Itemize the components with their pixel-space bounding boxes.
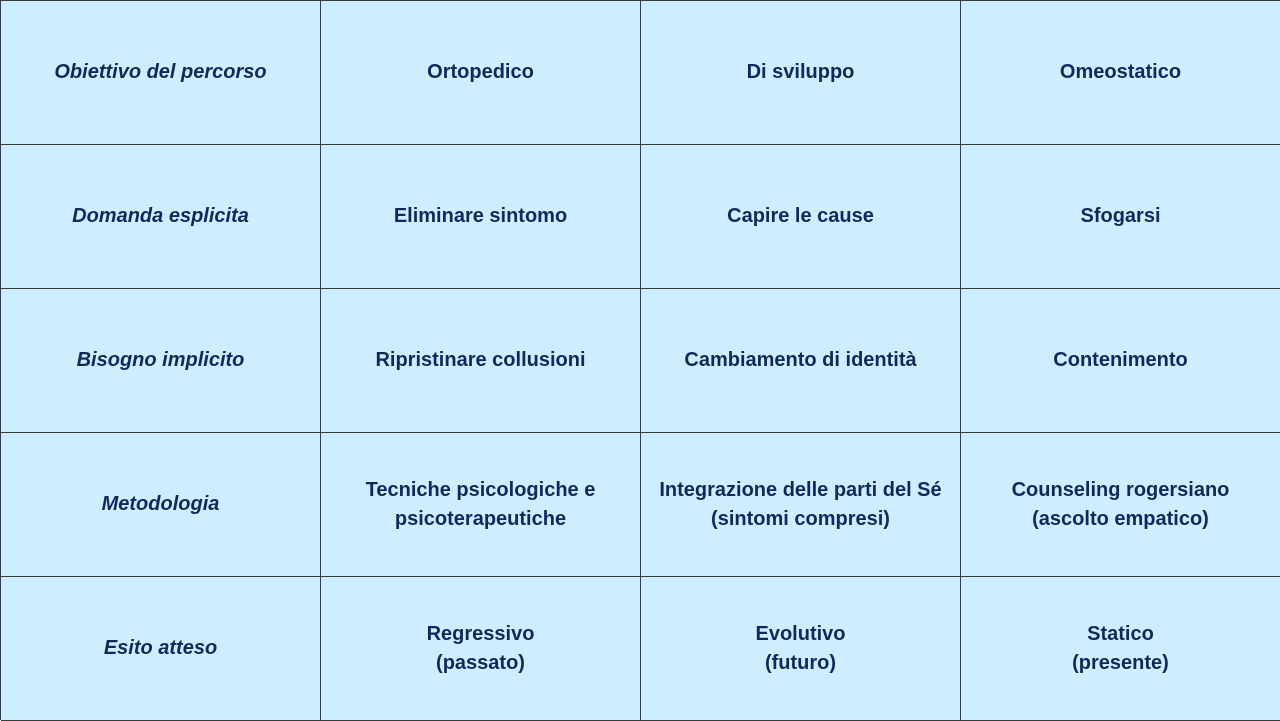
cell-text: Ripristinare collusioni bbox=[375, 349, 586, 371]
table-cell bbox=[961, 577, 1280, 721]
cell-text: Contenimento bbox=[1053, 349, 1188, 371]
cell-text: Statico (presente) bbox=[1072, 622, 1169, 674]
table-cell bbox=[321, 577, 641, 721]
cell-text: Cambiamento di identità bbox=[684, 349, 917, 371]
row-header-obiettivo bbox=[1, 1, 321, 145]
cell-text: Sfogarsi bbox=[1080, 205, 1161, 227]
row-header-bisogno bbox=[1, 289, 321, 433]
row-header-label: Metodologia bbox=[101, 493, 220, 515]
cell-text: Capire le cause bbox=[727, 205, 874, 227]
table-cell bbox=[321, 1, 641, 145]
row-header-label: Domanda esplicita bbox=[72, 205, 249, 227]
table-cell bbox=[641, 577, 961, 721]
row-header-metodologia bbox=[1, 433, 321, 577]
table-cell bbox=[961, 1, 1280, 145]
cell-text: Ortopedico bbox=[427, 61, 534, 83]
table-cell bbox=[641, 1, 961, 145]
cell-text: Integrazione delle parti del Sé (sintomi compresi) bbox=[659, 478, 942, 530]
cell-text: Tecniche psicologiche e psicoterapeutiche bbox=[365, 478, 596, 530]
cell-text: Evolutivo (futuro) bbox=[755, 622, 846, 674]
cell-text: Eliminare sintomo bbox=[393, 205, 568, 227]
table-cell bbox=[961, 145, 1280, 289]
cell-text: Counseling rogersiano (ascolto empatico) bbox=[1011, 478, 1230, 530]
table-cell bbox=[321, 289, 641, 433]
table-cell bbox=[321, 433, 641, 577]
table-cell bbox=[961, 433, 1280, 577]
row-header-label: Obiettivo del percorso bbox=[54, 61, 267, 83]
table-cell bbox=[641, 145, 961, 289]
table-cell bbox=[321, 145, 641, 289]
table-cell bbox=[961, 289, 1280, 433]
table-cell bbox=[641, 433, 961, 577]
row-header-domanda bbox=[1, 145, 321, 289]
table-cell bbox=[641, 289, 961, 433]
row-header-label: Bisogno implicito bbox=[76, 349, 245, 371]
row-header-esito bbox=[1, 577, 321, 721]
cell-text: Di sviluppo bbox=[746, 61, 855, 83]
row-header-label: Esito atteso bbox=[103, 637, 218, 659]
cell-text: Omeostatico bbox=[1059, 61, 1182, 83]
cell-text: Regressivo (passato) bbox=[426, 622, 535, 674]
